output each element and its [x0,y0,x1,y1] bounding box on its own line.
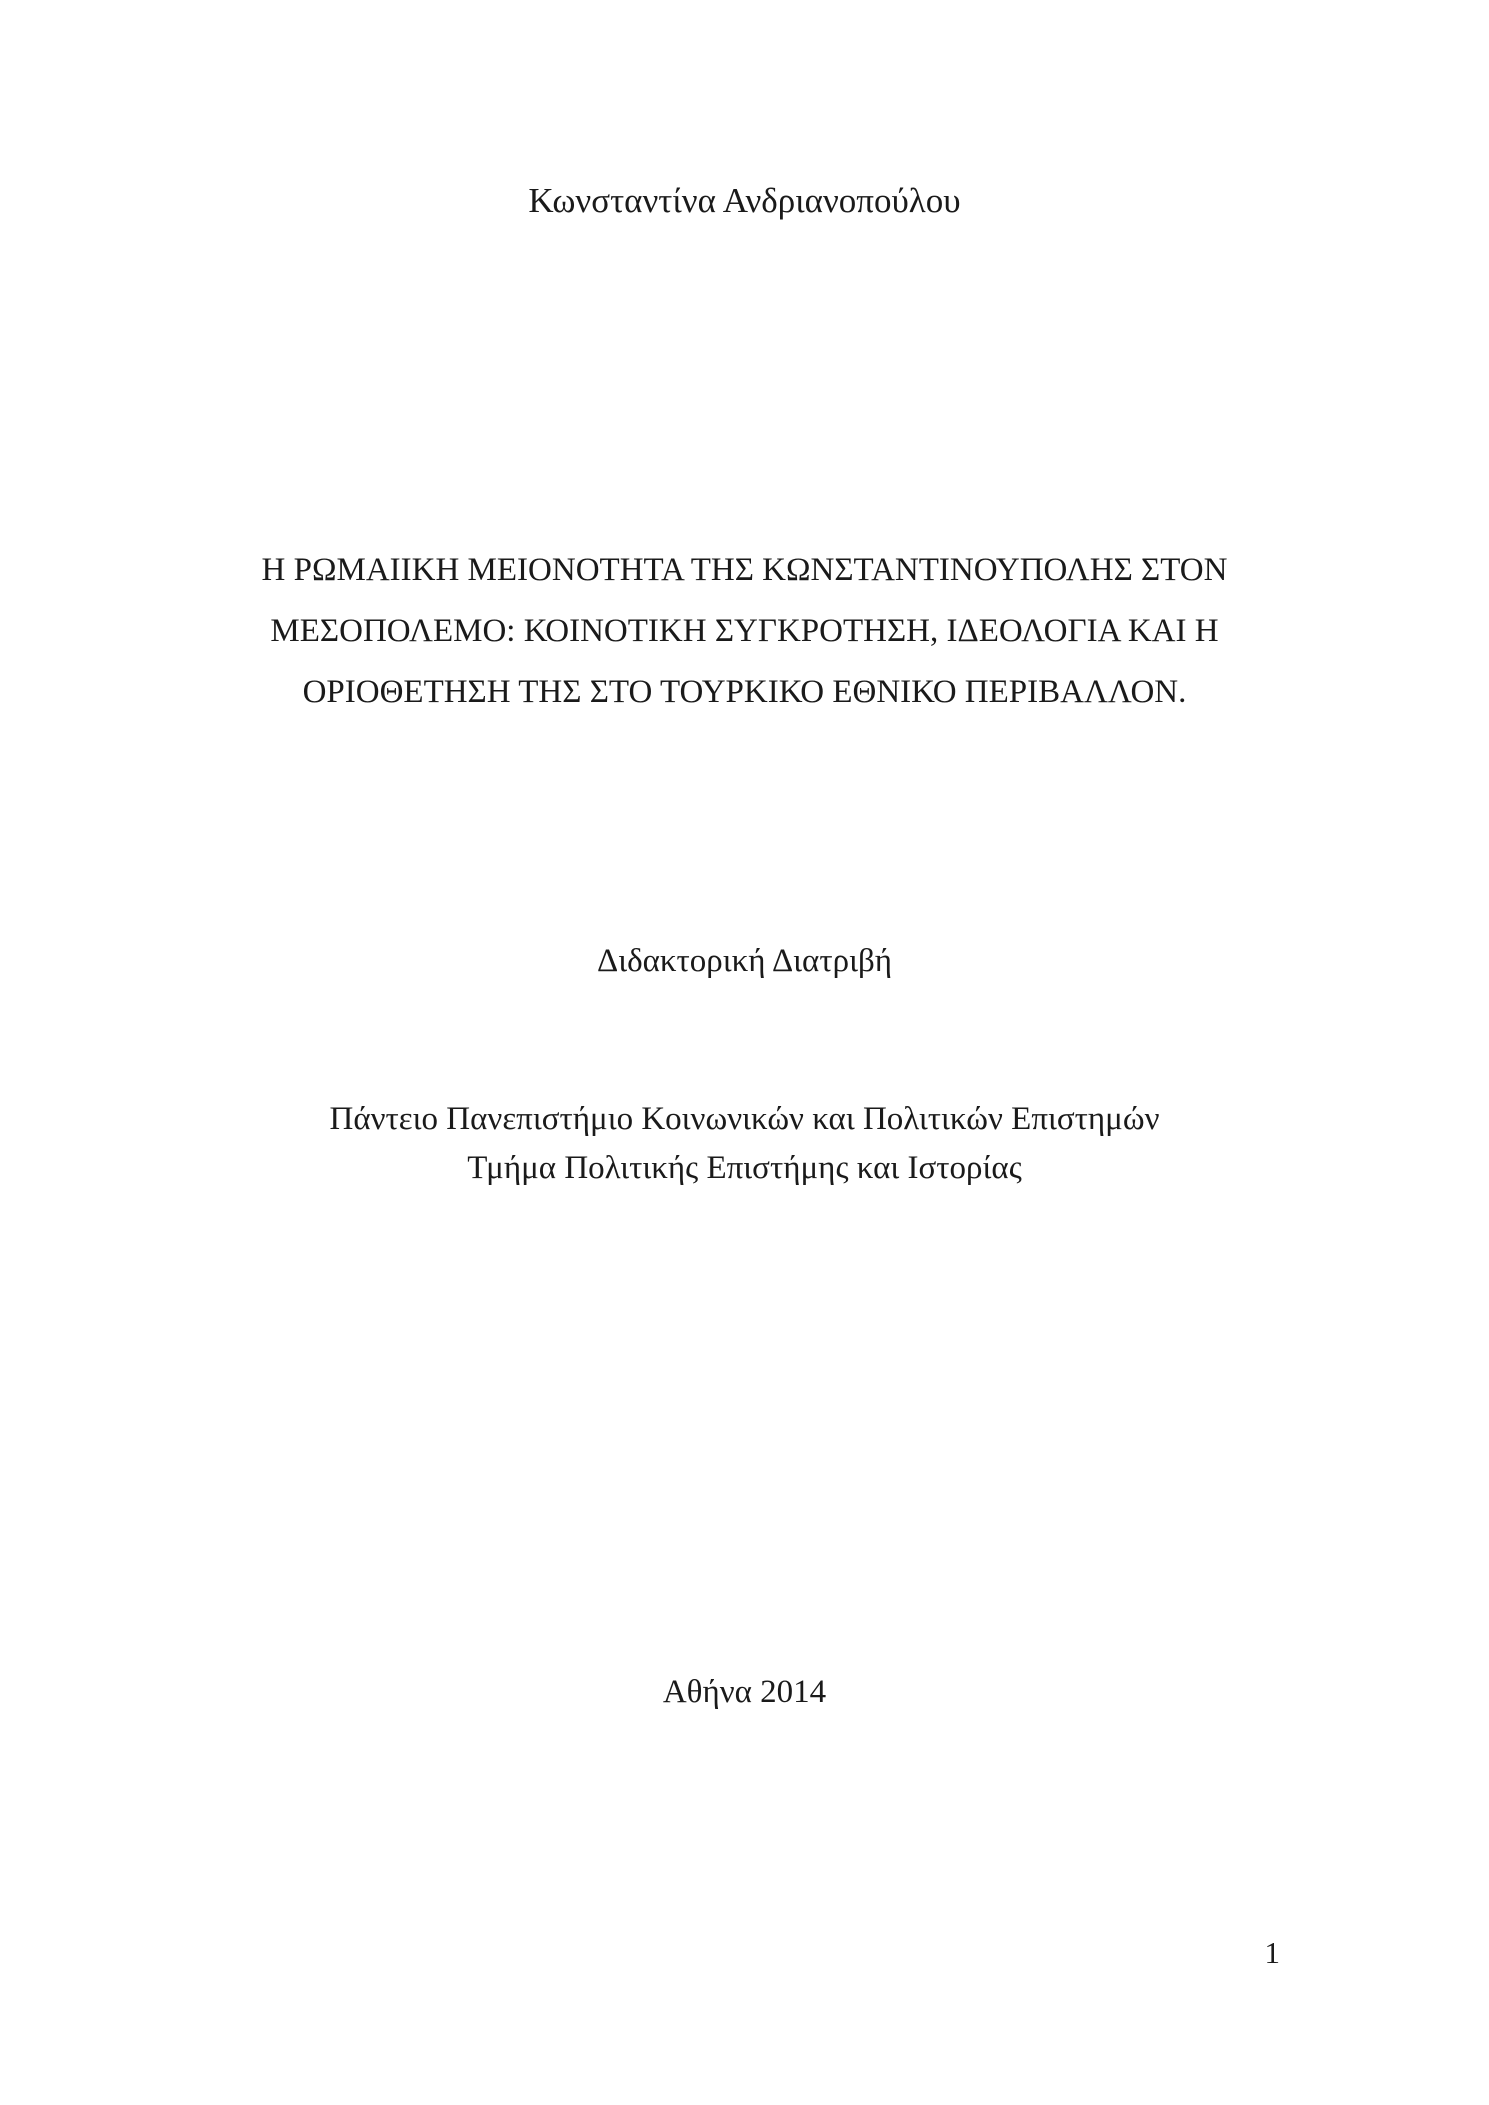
page-number: 1 [1264,1935,1280,1970]
document-type: Διδακτορική Διατριβή [596,943,893,979]
title-line: ΜΕΣΟΠΟΛΕΜΟ: ΚΟΙΝΟΤΙΚΗ ΣΥΓΚΡΟΤΗΣΗ, ΙΔΕΟΛΟΓΙΑ ΚΑΙ Η [270,613,1219,649]
author-name: Κωνσταντίνα Ανδριανοπούλου [528,181,961,220]
place-and-date: Αθήνα 2014 [662,1674,827,1710]
title-line: Η ΡΩΜΑΙΙΚΗ ΜΕΙΟΝΟΤΗΤΑ ΤΗΣ ΚΩΝΣΤΑΝΤΙΝΟΥΠΟΛΗΣ ΣΤΟΝ [261,552,1228,588]
university-name: Πάντειο Πανεπιστήμιο Κοινωνικών και Πολιτικών Επιστημών [329,1101,1160,1137]
title-line: ΟΡΙΟΘΕΤΗΣΗ ΤΗΣ ΣΤΟ ΤΟΥΡΚΙΚΟ ΕΘΝΙΚΟ ΠΕΡΙΒΑΛΛΟΝ. [302,674,1187,710]
department-name: Τμήμα Πολιτικής Επιστήμης και Ιστορίας [467,1150,1022,1186]
